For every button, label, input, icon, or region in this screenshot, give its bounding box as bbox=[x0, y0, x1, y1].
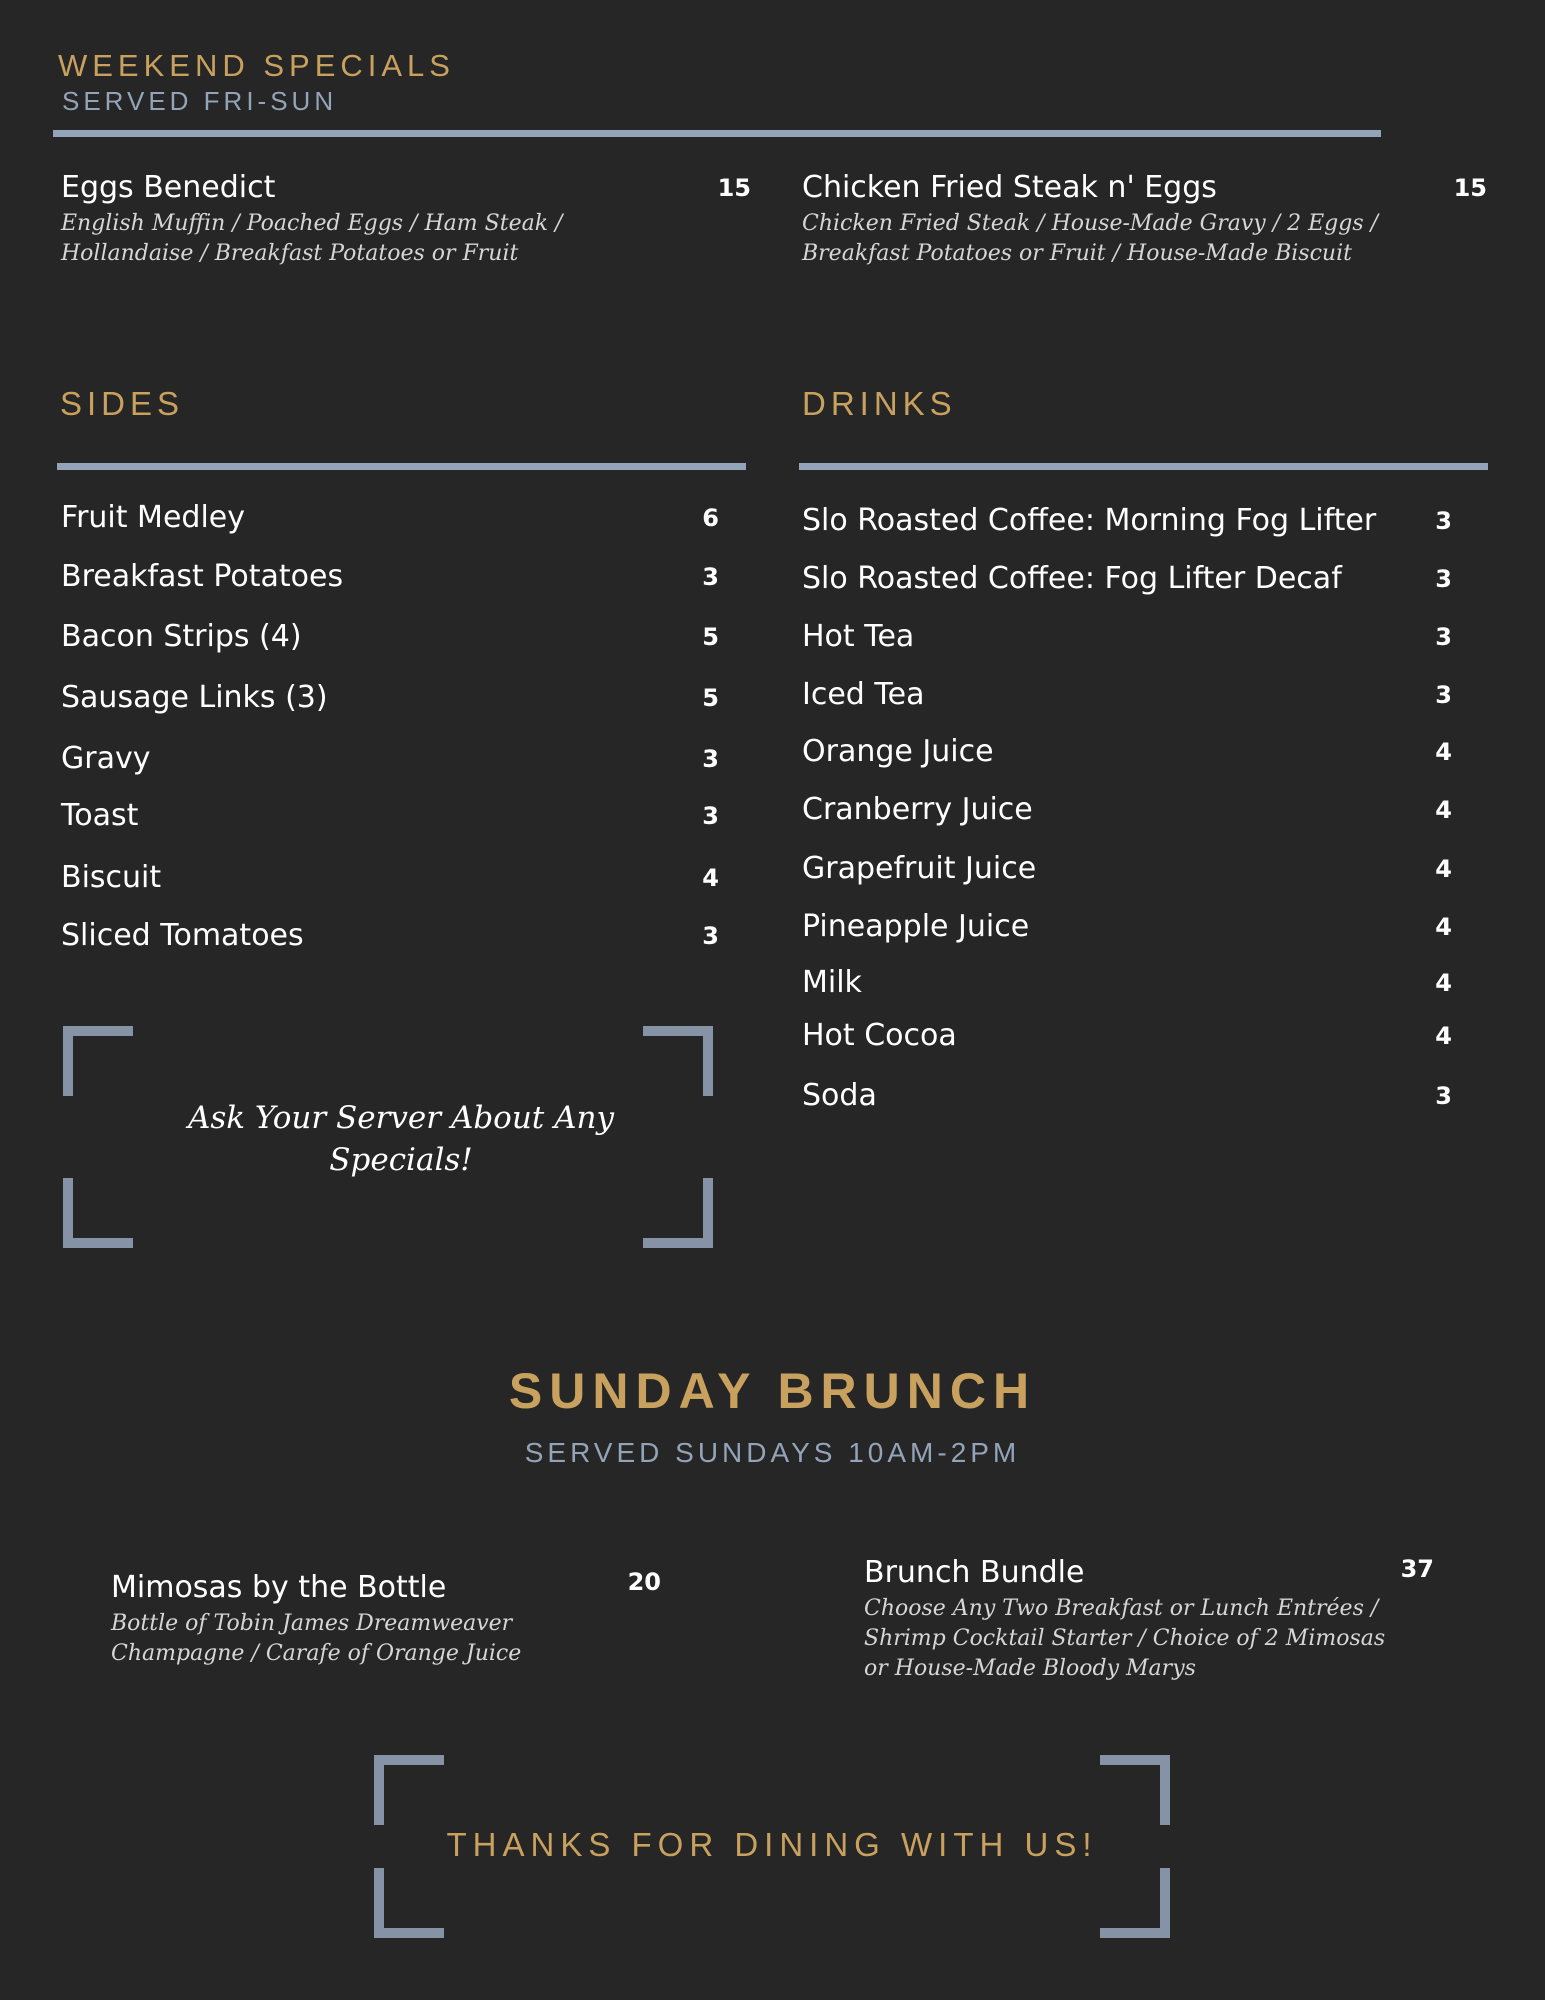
list-item: Pineapple Juice 4 bbox=[802, 909, 1452, 944]
brunch-item bbox=[111, 1570, 661, 1669]
list-item: Hot Cocoa 4 bbox=[802, 1018, 1452, 1053]
specials-note: Ask Your Server About Any Specials! bbox=[188, 1100, 614, 1178]
sides-divider bbox=[57, 463, 746, 470]
weekend-specials-subtitle: SERVED FRI-SUN bbox=[62, 86, 338, 116]
weekend-item-name: Chicken Fried Steak n' Eggs bbox=[802, 170, 1217, 205]
drinks-list bbox=[802, 503, 1452, 1123]
list-item: Breakfast Potatoes 3 bbox=[61, 559, 719, 594]
drinks-title: DRINKS bbox=[802, 385, 957, 422]
weekend-item-price: 15 bbox=[1453, 174, 1487, 202]
list-item: Slo Roasted Coffee: Morning Fog Lifter 3 bbox=[802, 503, 1452, 538]
thanks-message: THANKS FOR DINING WITH US! bbox=[446, 1826, 1098, 1863]
frame-corner bbox=[643, 1178, 713, 1248]
weekend-divider bbox=[53, 130, 1381, 137]
frame-corner bbox=[643, 1026, 713, 1096]
weekend-item-desc: English Muffin / Poached Eggs / Ham Steak / Hollandaise / Breakfast Potatoes or Fruit bbox=[61, 211, 563, 266]
list-item: Fruit Medley 6 bbox=[61, 500, 719, 535]
list-item: Milk 4 bbox=[802, 965, 1452, 1000]
brunch-item-desc: Bottle of Tobin James Dreamweaver Champagne / Carafe of Orange Juice bbox=[111, 1611, 522, 1666]
frame-corner bbox=[63, 1026, 133, 1096]
sides-list bbox=[61, 500, 719, 960]
frame-corner bbox=[374, 1868, 444, 1938]
list-item: Iced Tea 3 bbox=[802, 677, 1452, 712]
weekend-specials-title: WEEKEND SPECIALS bbox=[58, 48, 455, 83]
list-item: Cranberry Juice 4 bbox=[802, 792, 1452, 827]
list-item: Grapefruit Juice 4 bbox=[802, 851, 1452, 886]
brunch-item-desc: Choose Any Two Breakfast or Lunch Entrées / Shrimp Cocktail Starter / Choice of 2 Mimosas or House-Made Bloody Marys bbox=[864, 1596, 1386, 1681]
list-item: Hot Tea 3 bbox=[802, 619, 1452, 654]
frame-corner bbox=[63, 1178, 133, 1248]
list-item: Toast 3 bbox=[61, 798, 719, 833]
weekend-item-price: 15 bbox=[717, 174, 751, 202]
list-item: Soda 3 bbox=[802, 1078, 1452, 1113]
list-item: Slo Roasted Coffee: Fog Lifter Decaf 3 bbox=[802, 561, 1452, 596]
list-item: Sliced Tomatoes 3 bbox=[61, 918, 719, 953]
brunch-item bbox=[864, 1555, 1434, 1684]
brunch-title: SUNDAY BRUNCH bbox=[508, 1363, 1037, 1419]
frame-corner bbox=[374, 1755, 444, 1825]
brunch-item-name: Mimosas by the Bottle bbox=[111, 1570, 447, 1605]
brunch-item-price: 37 bbox=[1400, 1555, 1434, 1583]
list-item: Biscuit 4 bbox=[61, 860, 719, 895]
list-item: Gravy 3 bbox=[61, 741, 719, 776]
frame-corner bbox=[1100, 1755, 1170, 1825]
list-item: Bacon Strips (4) 5 bbox=[61, 619, 719, 654]
weekend-item-desc: Chicken Fried Steak / House-Made Gravy / 2 Eggs / Breakfast Potatoes or Fruit / House-Made Biscuit bbox=[802, 211, 1379, 266]
list-item: Orange Juice 4 bbox=[802, 734, 1452, 769]
weekend-item bbox=[802, 170, 1487, 269]
weekend-item-name: Eggs Benedict bbox=[61, 170, 276, 205]
list-item: Sausage Links (3) 5 bbox=[61, 680, 719, 715]
brunch-item-price: 20 bbox=[627, 1568, 661, 1596]
brunch-subtitle: SERVED SUNDAYS 10AM-2PM bbox=[524, 1437, 1021, 1468]
sides-title: SIDES bbox=[60, 385, 185, 422]
frame-corner bbox=[1100, 1868, 1170, 1938]
brunch-item-name: Brunch Bundle bbox=[864, 1555, 1085, 1590]
drinks-divider bbox=[799, 463, 1488, 470]
weekend-item bbox=[61, 170, 751, 269]
